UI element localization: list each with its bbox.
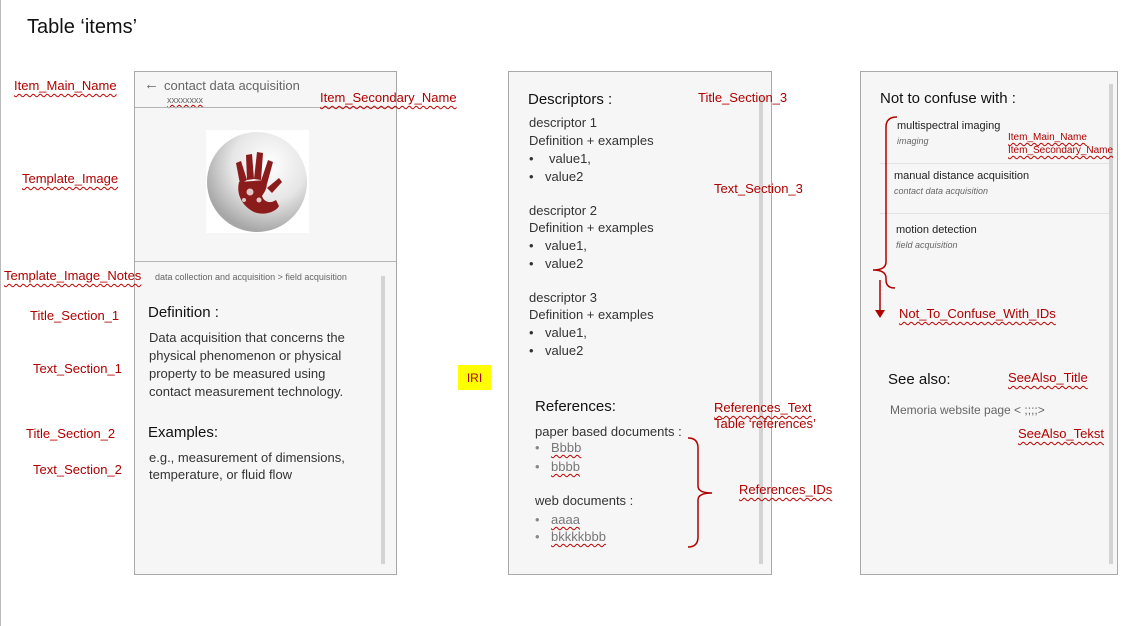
label-text-section-1: Text_Section_1	[33, 361, 122, 376]
template-image-notes: data collection and acquisition > field acquisition	[155, 272, 347, 282]
descriptor-name: descriptor 3	[529, 290, 597, 305]
scrollbar[interactable]	[1109, 84, 1113, 564]
descriptor-value: • value1,	[529, 325, 587, 340]
references-title: References:	[535, 398, 616, 415]
reference-link[interactable]: • Bbbb	[535, 440, 582, 455]
examples-line: e.g., measurement of dimensions,	[149, 450, 345, 465]
label-template-image: Template_Image	[22, 171, 119, 186]
label-references-ids: References_IDs	[739, 482, 833, 497]
iri-badge: IRI	[458, 365, 491, 390]
descriptor-name: descriptor 1	[529, 115, 597, 130]
descriptor-definition: Definition + examples	[529, 307, 654, 322]
definition-title: Definition :	[148, 304, 219, 321]
examples-title: Examples:	[148, 424, 219, 441]
definition-line: Data acquisition that concerns the	[149, 330, 345, 345]
header-divider	[135, 107, 396, 108]
examples-line: temperature, or fluid flow	[149, 467, 293, 482]
page-title: Table ‘items’	[27, 16, 138, 38]
template-image-frame	[206, 130, 309, 233]
confuse-divider	[880, 163, 1112, 164]
hand-print-icon	[206, 130, 309, 233]
label-template-image-notes: Template_Image_Notes	[4, 268, 142, 283]
label-title-section-3: Title_Section_3	[698, 90, 788, 105]
image-divider	[135, 261, 396, 262]
descriptor-value: • value2	[529, 169, 584, 184]
confuse-divider	[880, 213, 1112, 214]
label-references-text: References_Text	[714, 400, 812, 415]
see-also-text[interactable]: Memoria website page < ;;;;>	[890, 403, 1045, 417]
confuse-item-secondary: imaging	[897, 136, 929, 146]
confuse-item-secondary: field acquisition	[896, 240, 958, 250]
reference-link[interactable]: • aaaa	[535, 512, 580, 527]
descriptor-name: descriptor 2	[529, 203, 597, 218]
confuse-item-main: manual distance acquisition	[894, 170, 1030, 182]
descriptor-definition: Definition + examples	[529, 220, 654, 235]
web-documents-heading: web documents :	[535, 493, 634, 508]
item-card-panel	[134, 71, 397, 575]
reference-link[interactable]: • bkkkkbbb	[535, 529, 606, 544]
see-also-title: See also:	[888, 371, 951, 388]
label-confuse-main-name: Item_Main_Name	[1008, 132, 1087, 143]
definition-line: property to be measured using	[149, 366, 326, 381]
definition-line: physical phenomenon or physical	[149, 348, 342, 363]
confuse-item[interactable]	[896, 224, 977, 250]
label-see-also-text: SeeAlso_Tekst	[1018, 426, 1104, 441]
descriptor-value: • value2	[529, 256, 584, 271]
confuse-item-secondary: contact data acquisition	[894, 186, 989, 196]
reference-link[interactable]: • bbbb	[535, 459, 580, 474]
not-to-confuse-title: Not to confuse with :	[880, 90, 1016, 107]
confuse-item-main: multispectral imaging	[897, 120, 1001, 132]
label-see-also-title: SeeAlso_Title	[1008, 370, 1088, 385]
label-not-to-confuse-ids: Not_To_Confuse_With_IDs	[899, 306, 1056, 321]
confuse-item[interactable]	[894, 170, 1029, 196]
descriptor-definition: Definition + examples	[529, 133, 654, 148]
item-secondary-name: xxxxxxxx	[167, 95, 203, 105]
confuse-item[interactable]	[897, 120, 1000, 146]
paper-documents-heading: paper based documents :	[535, 424, 682, 439]
confuse-item-main: motion detection	[896, 224, 977, 236]
descriptor-value: • value1,	[529, 238, 587, 253]
label-confuse-secondary-name: Item_Secondary_Name	[1008, 145, 1114, 156]
label-text-section-3: Text_Section_3	[714, 181, 803, 196]
item-main-name: contact data acquisition	[164, 78, 300, 93]
descriptors-panel	[508, 71, 772, 575]
label-text-section-2: Text_Section_2	[33, 462, 122, 477]
descriptor-value: • value2	[529, 343, 584, 358]
label-item-secondary-name: Item_Secondary_Name	[320, 90, 457, 105]
descriptors-title: Descriptors :	[528, 91, 613, 108]
label-table-references: Table ‘references’	[714, 416, 816, 431]
scrollbar[interactable]	[381, 276, 385, 564]
definition-line: contact measurement technology.	[149, 384, 344, 399]
label-item-main-name: Item_Main_Name	[14, 78, 117, 93]
label-title-section-2: Title_Section_2	[26, 426, 116, 441]
descriptor-value: • value1,	[529, 151, 591, 166]
back-arrow-icon[interactable]: ←	[144, 76, 159, 93]
label-title-section-1: Title_Section_1	[30, 308, 120, 323]
